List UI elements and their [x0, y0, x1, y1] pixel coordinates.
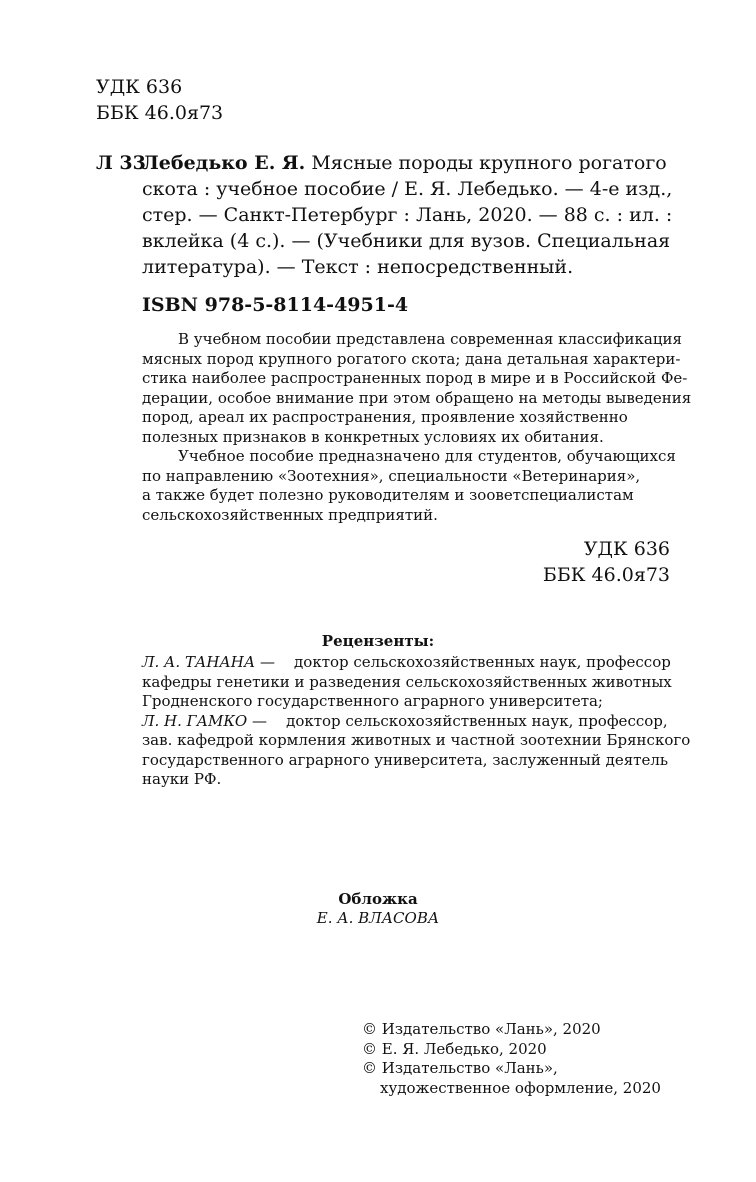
abstract-line: по направлению «Зоотехния», специальности «Ветеринария», [142, 466, 641, 485]
abstract-line: мясных пород крупного рогатого скота; дана детальная характери- [142, 349, 681, 368]
abstract-line: сельскохозяйственных предприятий. [142, 505, 438, 524]
reviewer-line: государственного аграрного университета, заслуженный деятель [142, 750, 669, 769]
author-mark: Л 33 [96, 152, 146, 174]
entry-author: Лебедько Е. Я. [142, 152, 306, 174]
reviewers [142, 653, 691, 790]
entry-line: вклейка (4 с.). — (Учебники для вузов. Специальная [142, 230, 671, 252]
isbn: ISBN 978-5-8114-4951-4 [142, 294, 409, 316]
abstract-line: полезных признаков в конкретных условиях их обитания. [142, 427, 604, 446]
copyright-line: © Издательство «Лань», 2020 [362, 1020, 601, 1038]
reviewer-name: Л. Н. ГАМКО — [142, 711, 267, 730]
abstract-line: стика наиболее распространенных пород в мире и в Российской Фе- [142, 369, 688, 387]
copyright-line: © Издательство «Лань», [362, 1059, 558, 1077]
udk-code: УДК 636 [583, 538, 670, 560]
abstract-line: а также будет полезно руководителям и зооветспециалистам [142, 486, 634, 504]
udk-block-top [96, 74, 223, 126]
cover-designer: Е. А. ВЛАСОВА [316, 909, 440, 927]
copyright-block [362, 1020, 661, 1098]
copyright-line: © Е. Я. Лебедько, 2020 [362, 1039, 547, 1058]
reviewer-line [142, 653, 682, 673]
udk-code: УДК 636 [96, 76, 183, 98]
abstract-line: Учебное пособие предназначено для студентов, обучающихся [178, 447, 676, 465]
copyright-line: художественное оформление, 2020 [380, 1078, 661, 1097]
reviewer-line: науки РФ. [142, 770, 222, 788]
reviewer-line [142, 712, 682, 732]
reviewer-desc: доктор сельскохозяйственных наук, профессор [294, 653, 671, 671]
abstract-line: пород, ареал их распространения, проявление хозяйственно [142, 408, 628, 426]
reviewers-title: Рецензенты: [321, 632, 435, 650]
reviewer-desc: доктор сельскохозяйственных наук, профессор, [286, 711, 668, 730]
udk-block-bottom [543, 536, 670, 588]
reviewer-line: Гродненского государственного аграрного университета; [142, 692, 603, 710]
bbk-code: ББК 46.0я73 [542, 564, 670, 586]
entry-line [142, 150, 674, 176]
abstract [142, 330, 692, 525]
reviewer-name: Л. А. ТАНАНА — [142, 653, 275, 671]
abstract-line: В учебном пособии представлена современная классификация [178, 330, 682, 348]
reviewer-line: зав. кафедрой кормления животных и частной зоотехнии Брянского [142, 731, 691, 749]
entry-line: скота : учебное пособие / Е. Я. Лебедько. — 4-е изд., [142, 178, 673, 200]
entry-line: стер. — Санкт-Петербург : Лань, 2020. — 88 с. : ил. : [142, 204, 673, 226]
bibliographic-entry [142, 150, 674, 280]
bbk-code: ББК 46.0я73 [96, 102, 224, 124]
cover-title: Обложка [338, 890, 418, 908]
reviewer-line: кафедры генетики и разведения сельскохозяйственных животных [142, 672, 672, 691]
entry-title: Мясные породы крупного рогатого [305, 152, 667, 174]
entry-line: литература). — Текст : непосредственный. [142, 256, 574, 278]
abstract-line: дерации, особое внимание при этом обращено на методы выведения [142, 388, 692, 407]
